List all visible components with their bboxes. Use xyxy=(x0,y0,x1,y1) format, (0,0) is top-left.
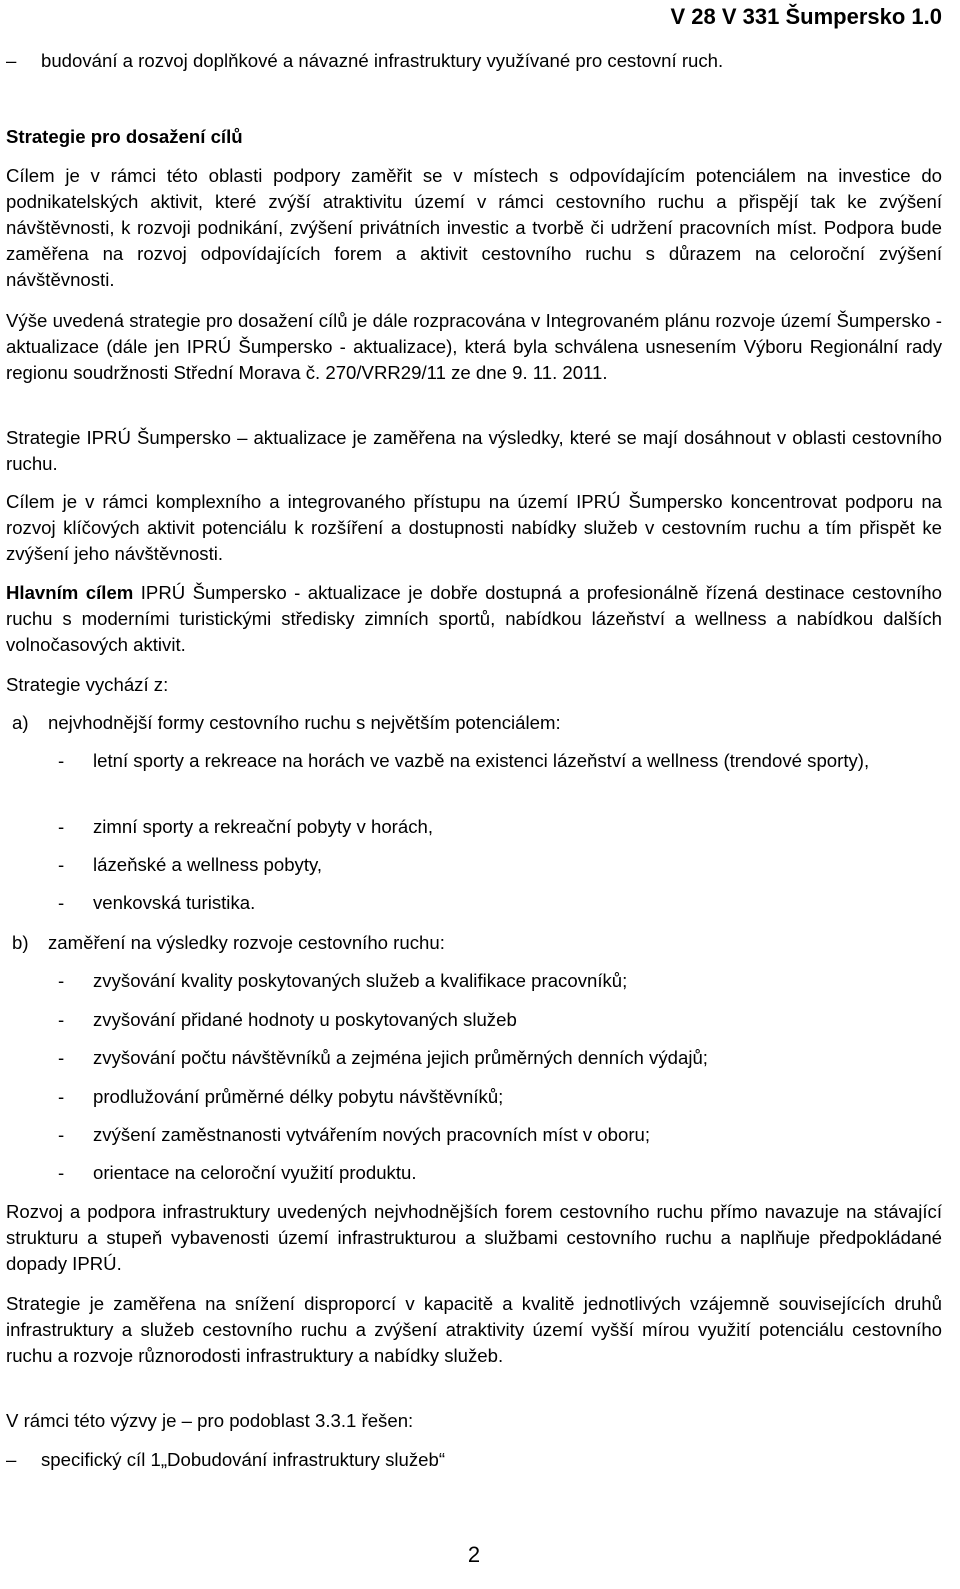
dash-marker: - xyxy=(58,970,65,991)
dash-marker: – xyxy=(6,50,17,71)
main-goal-paragraph xyxy=(6,580,942,658)
list-item xyxy=(6,1045,942,1071)
dash-marker: - xyxy=(58,1124,65,1145)
paragraph: Cílem je v rámci této oblasti podpory zaměřit se v místech s odpovídajícím potenciálem na investice do podnikatelských aktivit, které zvýší atraktivitu území v rámci cestovního ruchu a přispějí tak ke zvýšení návštěvnosti, k rozvoji podnikání, zvýšení privátních investic a tvorbě či udržení pracovních míst. Podpora bude zaměřena na rozvoj odpovídajících forem a aktivit cestovního ruchu s důrazem na celoroční zvýšení návštěvnosti. xyxy=(6,165,942,290)
dash-marker: - xyxy=(58,1162,65,1183)
list-item xyxy=(6,1122,942,1148)
list-item-text: letní sporty a rekreace na horách ve vazbě na existenci lázeňství a wellness (trendové sporty), xyxy=(93,750,870,771)
paragraph: Výše uvedená strategie pro dosažení cílů je dále rozpracována v Integrovaném plánu rozvoje území Šumpersko - aktualizace (dále jen IPRÚ Šumpersko - aktualizace), která byla schválena usnesením Výboru Regionální rady regionu soudržnosti Střední Morava č. 270/VRR29/11 ze dne 9. 11. 2011. xyxy=(6,310,942,383)
dash-marker: - xyxy=(58,1047,65,1068)
list-item-text: lázeňské a wellness pobyty, xyxy=(93,854,323,875)
main-goal-label: Hlavním cílem xyxy=(6,582,134,603)
dash-marker: - xyxy=(58,1086,65,1107)
list-item xyxy=(6,968,942,994)
dash-marker: - xyxy=(58,854,65,875)
paragraph: Cílem je v rámci komplexního a integrovaného přístupu na území IPRÚ Šumpersko koncentrovat podporu na rozvoj klíčových aktivit potenciálu k rozšíření a dostupnosti nabídky služeb v cestovním ruchu a tím přispět ke zvýšení jeho návštěvnosti. xyxy=(6,491,942,564)
paragraph: V rámci této výzvy je – pro podoblast 3.3.1 řešen: xyxy=(6,1410,414,1431)
list-item xyxy=(6,48,960,74)
paragraph: Strategie je zaměřena na snížení disproporcí v kapacitě a kvalitě jednotlivých vzájemně souvisejících druhů infrastruktury a služeb cestovního ruchu a zvýšení atraktivity území vyšší mírou využití potenciálu cestovního ruchu a rozvoje různorodosti infrastruktury a nabídky služeb. xyxy=(6,1293,942,1366)
list-title: nejvhodnější formy cestovního ruchu s největším potenciálem: xyxy=(48,712,561,733)
list-item-text: venkovská turistika. xyxy=(93,892,256,913)
list-item-text: zvyšování kvality poskytovaných služeb a kvalifikace pracovníků; xyxy=(93,970,628,991)
list-item-text: prodlužování průměrné délky pobytu návštěvníků; xyxy=(93,1086,504,1107)
list-title: zaměření na výsledky rozvoje cestovního ruchu: xyxy=(48,932,445,953)
dash-marker: – xyxy=(6,1449,17,1470)
list-item-text: specifický cíl 1„Dobudování infrastruktury služeb“ xyxy=(41,1449,446,1470)
list-item-text: zvyšování přidané hodnoty u poskytovaných služeb xyxy=(93,1009,517,1030)
list-heading-a xyxy=(6,710,942,736)
list-heading-b xyxy=(6,930,942,956)
list-item-text: orientace na celoroční využití produktu. xyxy=(93,1162,417,1183)
document-code-header: V 28 V 331 Šumpersko 1.0 xyxy=(670,4,942,29)
list-marker: b) xyxy=(12,932,29,953)
list-marker: a) xyxy=(12,712,29,733)
list-item xyxy=(6,814,942,840)
dash-marker: - xyxy=(58,892,65,913)
list-item-text: zvyšování počtu návštěvníků a zejména jejich průměrných denních výdajů; xyxy=(93,1047,708,1068)
dash-marker: - xyxy=(58,750,65,771)
section-heading: Strategie pro dosažení cílů xyxy=(6,126,243,147)
dash-marker: - xyxy=(58,1009,65,1030)
dash-marker: - xyxy=(58,816,65,837)
paragraph: Strategie vychází z: xyxy=(6,674,169,695)
list-item-text: zvýšení zaměstnanosti vytvářením nových pracovních míst v oboru; xyxy=(93,1124,651,1145)
list-item-text: budování a rozvoj doplňkové a návazné infrastruktury využívané pro cestovní ruch. xyxy=(41,50,724,71)
list-item-text: zimní sporty a rekreační pobyty v horách, xyxy=(93,816,433,837)
list-item xyxy=(6,1160,942,1186)
paragraph: Strategie IPRÚ Šumpersko – aktualizace je zaměřena na výsledky, které se mají dosáhnout v oblasti cestovního ruchu. xyxy=(6,427,942,474)
list-item xyxy=(6,852,942,878)
list-item xyxy=(6,890,942,916)
list-item xyxy=(6,1084,942,1110)
list-item xyxy=(6,1007,942,1033)
paragraph: Rozvoj a podpora infrastruktury uvedených nejvhodnějších forem cestovního ruchu přímo navazuje na stávající strukturu a stupeň vybavenosti území infrastrukturou a službami cestovního ruchu a naplňuje předpokládané dopady IPRÚ. xyxy=(6,1201,942,1274)
list-item xyxy=(6,1447,941,1473)
list-item xyxy=(6,748,942,774)
page-number: 2 xyxy=(467,1542,481,1567)
main-goal-text: IPRÚ Šumpersko - aktualizace je dobře dostupná a profesionálně řízená destinace cestovního ruchu s moderními turistickými středisky zimních sportů, nabídkou lázeňství a wellness a nabídkou dalších volnočasových aktivit. xyxy=(6,582,942,655)
